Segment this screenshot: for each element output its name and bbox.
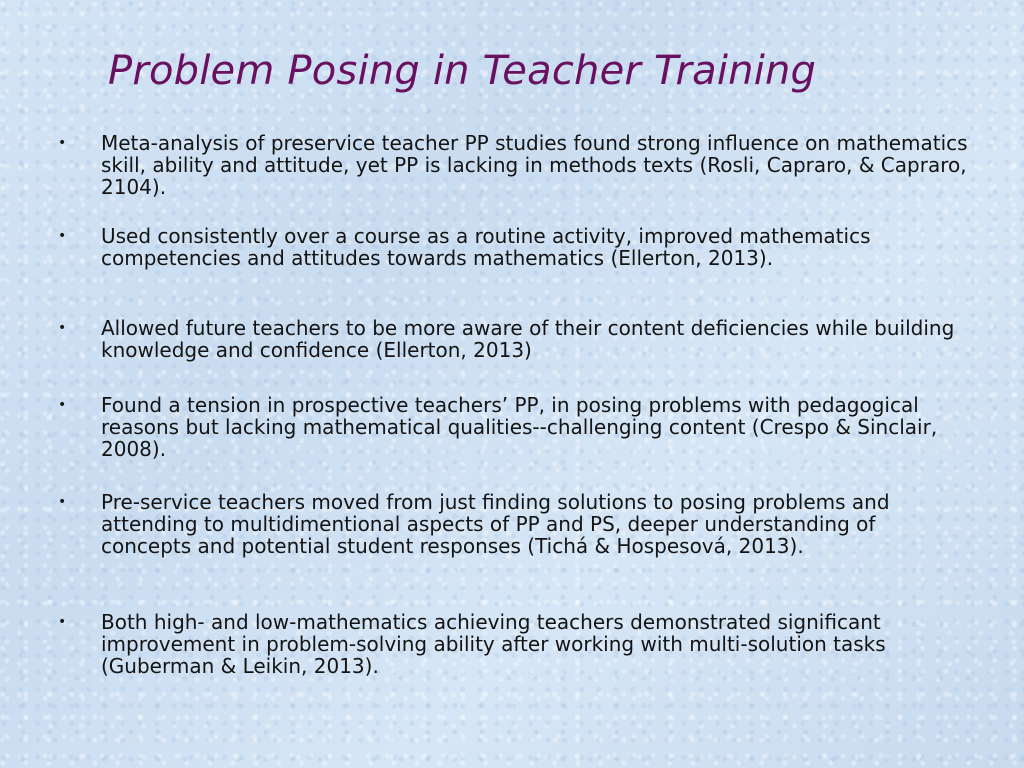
bullet-text: Both high- and low-mathematics achieving teachers demonstrated significant improvement in problem-solving ability after working with multi-solution tasks (Guberman & Leikin, 2013). — [101, 610, 886, 678]
bullet-text: Used consistently over a course as a routine activity, improved mathematics competencies and attitudes towards mathematics (Ellerton, 2013). — [101, 224, 871, 270]
slide-title: Problem Posing in Teacher Training — [108, 48, 817, 94]
bullet-marker: • — [58, 320, 67, 336]
bullet-text: Found a tension in prospective teachers’ PP, in posing problems with pedagogical reasons but lacking mathematical qualities--challenging content (Crespo & Sinclair, 2008). — [101, 393, 938, 461]
bullet-marker: • — [58, 135, 67, 151]
bullet-text: Pre-service teachers moved from just finding solutions to posing problems and attending to multidimentional aspects of PP and PS, deeper understanding of concepts and potential student responses (Tichá & Hospesová, 2013). — [101, 490, 890, 558]
bullet-marker: • — [58, 614, 67, 630]
bullet-text: Meta-analysis of preservice teacher PP studies found strong influence on mathematics skill, ability and attitude, yet PP is lacking in methods texts (Rosli, Capraro, & Capraro, 2104). — [101, 131, 968, 199]
bullet-text: Allowed future teachers to be more aware of their content deficiencies while building knowledge and confidence (Ellerton, 2013) — [101, 316, 955, 362]
bullet-marker: • — [58, 397, 67, 413]
bullet-marker: • — [58, 228, 67, 244]
bullet-marker: • — [58, 494, 67, 510]
